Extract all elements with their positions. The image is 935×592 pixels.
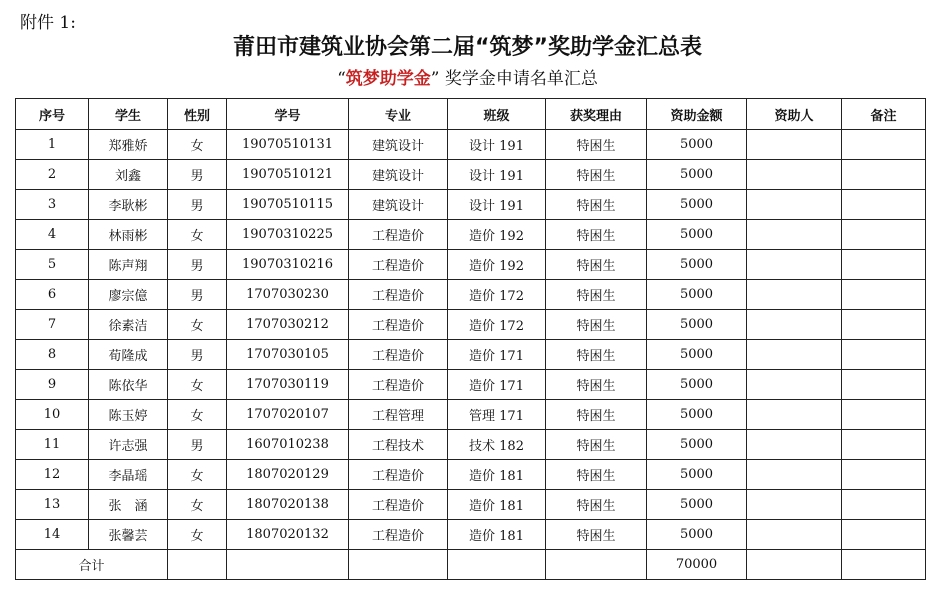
cell-remark [842,340,926,370]
cell-index: 14 [16,520,89,550]
cell-remark [842,490,926,520]
scholarship-table [15,98,926,580]
cell-class: 设计 191 [448,160,546,190]
cell-student: 陈依华 [89,370,168,400]
cell-gender: 男 [168,340,227,370]
cell-student: 徐素洁 [89,310,168,340]
cell-student: 廖宗億 [89,280,168,310]
table-row [16,220,926,250]
cell-gender: 男 [168,160,227,190]
cell-major: 工程造价 [349,220,448,250]
total-label: 合计 [16,550,168,580]
cell-gender: 女 [168,400,227,430]
cell-class: 造价 192 [448,220,546,250]
cell-gender: 女 [168,130,227,160]
cell-major: 建筑设计 [349,190,448,220]
cell-amount: 5000 [647,460,747,490]
cell-gender: 女 [168,370,227,400]
cell-remark [842,400,926,430]
cell-amount: 5000 [647,190,747,220]
col-header-index: 序号 [16,99,89,130]
cell-amount: 5000 [647,280,747,310]
cell-gender: 女 [168,460,227,490]
cell-remark [842,460,926,490]
table-row [16,430,926,460]
total-empty-cell [546,550,647,580]
cell-remark [842,220,926,250]
cell-major: 工程管理 [349,400,448,430]
cell-class: 设计 191 [448,130,546,160]
cell-sponsor [747,190,842,220]
cell-student: 郑雅娇 [89,130,168,160]
col-header-major: 专业 [349,99,448,130]
cell-student-id: 1607010238 [227,430,349,460]
table-row [16,310,926,340]
cell-remark [842,160,926,190]
table-total-row [16,550,926,580]
cell-reason: 特困生 [546,430,647,460]
cell-sponsor [747,310,842,340]
cell-gender: 女 [168,310,227,340]
table-row [16,160,926,190]
cell-student-id: 1807020138 [227,490,349,520]
cell-class: 设计 191 [448,190,546,220]
cell-reason: 特困生 [546,520,647,550]
cell-student: 李耿彬 [89,190,168,220]
cell-amount: 5000 [647,160,747,190]
cell-student: 李晶瑶 [89,460,168,490]
cell-index: 9 [16,370,89,400]
cell-class: 造价 171 [448,370,546,400]
cell-sponsor [747,400,842,430]
table-row [16,340,926,370]
cell-index: 8 [16,340,89,370]
cell-reason: 特困生 [546,310,647,340]
cell-major: 建筑设计 [349,130,448,160]
cell-remark [842,130,926,160]
cell-index: 2 [16,160,89,190]
cell-sponsor [747,220,842,250]
cell-index: 1 [16,130,89,160]
table-row [16,460,926,490]
cell-student-id: 19070510131 [227,130,349,160]
cell-index: 5 [16,250,89,280]
cell-sponsor [747,520,842,550]
cell-sponsor [747,490,842,520]
table-row [16,520,926,550]
col-header-class: 班级 [448,99,546,130]
cell-student-id: 19070510121 [227,160,349,190]
cell-amount: 5000 [647,340,747,370]
cell-amount: 5000 [647,310,747,340]
cell-student-id: 19070310216 [227,250,349,280]
cell-reason: 特困生 [546,250,647,280]
cell-student-id: 1807020129 [227,460,349,490]
cell-reason: 特困生 [546,370,647,400]
cell-reason: 特困生 [546,220,647,250]
cell-remark [842,190,926,220]
cell-sponsor [747,160,842,190]
total-empty-cell [448,550,546,580]
col-header-student-id: 学号 [227,99,349,130]
cell-index: 7 [16,310,89,340]
cell-index: 13 [16,490,89,520]
cell-student-id: 1707030105 [227,340,349,370]
table-row [16,130,926,160]
cell-student-id: 1807020132 [227,520,349,550]
total-empty-cell [842,550,926,580]
cell-class: 造价 181 [448,520,546,550]
cell-reason: 特困生 [546,460,647,490]
cell-gender: 女 [168,520,227,550]
document-title: 莆田市建筑业协会第二届“筑梦”奖助学金汇总表 [233,35,702,60]
total-amount: 70000 [647,550,747,580]
cell-index: 12 [16,460,89,490]
cell-reason: 特困生 [546,490,647,520]
table-row [16,370,926,400]
total-empty-cell [349,550,448,580]
cell-student: 林雨彬 [89,220,168,250]
cell-remark [842,430,926,460]
cell-class: 造价 172 [448,280,546,310]
cell-reason: 特困生 [546,130,647,160]
table-row [16,280,926,310]
col-header-reason: 获奖理由 [546,99,647,130]
col-header-remark: 备注 [842,99,926,130]
cell-amount: 5000 [647,430,747,460]
cell-gender: 女 [168,490,227,520]
table-header-row [16,99,926,130]
cell-remark [842,310,926,340]
cell-student: 许志强 [89,430,168,460]
cell-remark [842,250,926,280]
cell-class: 技术 182 [448,430,546,460]
cell-sponsor [747,250,842,280]
cell-major: 工程造价 [349,460,448,490]
cell-remark [842,520,926,550]
cell-index: 4 [16,220,89,250]
cell-student-id: 1707030119 [227,370,349,400]
cell-gender: 女 [168,220,227,250]
col-header-amount: 资助金额 [647,99,747,130]
cell-student-id: 1707030212 [227,310,349,340]
cell-student: 张 涵 [89,490,168,520]
document-subtitle [0,64,935,89]
cell-class: 造价 172 [448,310,546,340]
cell-reason: 特困生 [546,280,647,310]
cell-class: 造价 181 [448,490,546,520]
cell-major: 工程造价 [349,310,448,340]
cell-major: 工程造价 [349,520,448,550]
cell-student: 刘鑫 [89,160,168,190]
cell-sponsor [747,130,842,160]
subtitle-open-quote: “ [337,69,346,89]
cell-sponsor [747,460,842,490]
subtitle-close-quote: ” [430,69,440,89]
cell-sponsor [747,280,842,310]
cell-major: 工程造价 [349,250,448,280]
cell-amount: 5000 [647,370,747,400]
total-empty-cell [227,550,349,580]
cell-remark [842,370,926,400]
total-empty-cell [168,550,227,580]
cell-major: 建筑设计 [349,160,448,190]
cell-class: 造价 181 [448,460,546,490]
cell-sponsor [747,430,842,460]
cell-sponsor [747,340,842,370]
table-row [16,400,926,430]
cell-major: 工程造价 [349,490,448,520]
table-row [16,490,926,520]
cell-student: 荀隆成 [89,340,168,370]
attachment-label: 附件 1: [20,13,76,33]
subtitle-rest: 奖学金申请名单汇总 [439,69,598,89]
cell-major: 工程造价 [349,280,448,310]
cell-amount: 5000 [647,250,747,280]
cell-amount: 5000 [647,490,747,520]
cell-index: 6 [16,280,89,310]
cell-class: 造价 171 [448,340,546,370]
cell-reason: 特困生 [546,160,647,190]
cell-amount: 5000 [647,400,747,430]
cell-sponsor [747,370,842,400]
cell-amount: 5000 [647,130,747,160]
cell-gender: 男 [168,430,227,460]
cell-class: 造价 192 [448,250,546,280]
cell-reason: 特困生 [546,400,647,430]
col-header-gender: 性别 [168,99,227,130]
cell-amount: 5000 [647,520,747,550]
cell-student: 张馨芸 [89,520,168,550]
cell-major: 工程技术 [349,430,448,460]
cell-gender: 男 [168,190,227,220]
cell-student: 陈声翔 [89,250,168,280]
cell-gender: 男 [168,250,227,280]
cell-student-id: 19070510115 [227,190,349,220]
cell-index: 3 [16,190,89,220]
cell-index: 10 [16,400,89,430]
table-row [16,190,926,220]
subtitle-highlight: 筑梦助学金 [345,69,431,89]
cell-student-id: 19070310225 [227,220,349,250]
cell-remark [842,280,926,310]
cell-gender: 男 [168,280,227,310]
cell-index: 11 [16,430,89,460]
cell-class: 管理 171 [448,400,546,430]
cell-student-id: 1707030230 [227,280,349,310]
cell-amount: 5000 [647,220,747,250]
cell-major: 工程造价 [349,340,448,370]
cell-reason: 特困生 [546,190,647,220]
total-empty-cell [747,550,842,580]
cell-student: 陈玉婷 [89,400,168,430]
col-header-sponsor: 资助人 [747,99,842,130]
cell-major: 工程造价 [349,370,448,400]
cell-reason: 特困生 [546,340,647,370]
col-header-student: 学生 [89,99,168,130]
table-row [16,250,926,280]
cell-student-id: 1707020107 [227,400,349,430]
